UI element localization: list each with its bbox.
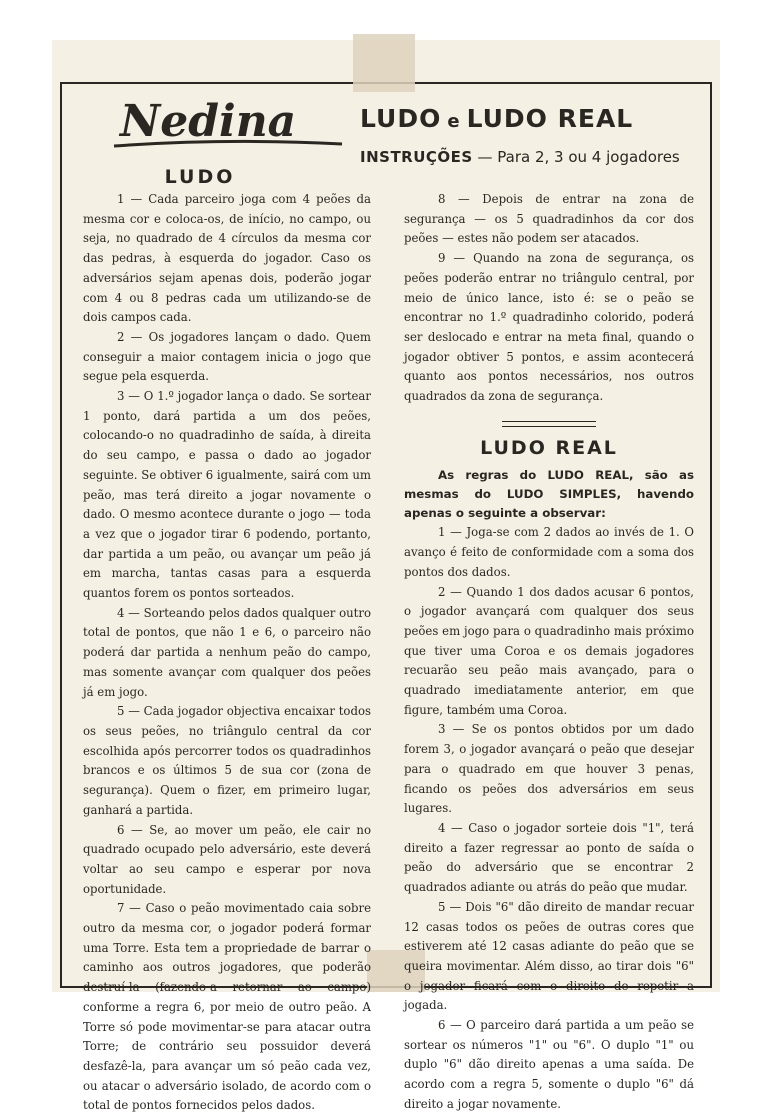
ludo-heading: LUDO <box>164 166 236 188</box>
ludo-real-rule-1: 1 — Joga-se com 2 dados ao invés de 1. O avanço é feito de conformidade com a soma dos pontos dos dados. <box>404 525 694 579</box>
ludo-real-rule-5: 5 — Dois "6" dão direito de mandar recuar 12 casas todos os peões de outras cores que estiverem até 12 casas adiante do peão que se queira movimentar. Além disso, ao tirar dois "6" o jogador ficará com o direito de repetir a jogada. <box>404 899 694 1013</box>
ludo-rule-5: 5 — Cada jogador objectiva encaixar todos os seus peões, no triângulo central da cor escolhida após percorrer todos os quadradinhos brancos e os últimos 5 de sua cor (zona de segurança). Quem o fizer, em primeiro lugar, ganhará a partida. <box>83 704 371 817</box>
svg-text:Nedina: Nedina <box>120 96 297 147</box>
left-column <box>83 166 371 1116</box>
main-title <box>360 104 706 133</box>
title-conjunction: e <box>447 111 461 132</box>
tape-strip-top <box>353 34 415 92</box>
right-column <box>404 190 694 1115</box>
title-ludo: LUDO <box>360 104 442 133</box>
subtitle-players: — Para 2, 3 ou 4 jogadores <box>477 148 680 166</box>
ludo-rule-8: 8 — Depois de entrar na zona de segurança — os 5 quadradinhos da cor dos peões — estes não podem ser atacados. <box>404 192 694 246</box>
ludo-real-rule-4: 4 — Caso o jogador sorteie dois "1", terá direito a fazer regressar ao ponto de saída o peão do adversário que se encontrar 2 quadrados adiante ou atrás do peão que mudar. <box>404 820 694 895</box>
ludo-real-rule-2: 2 — Quando 1 dos dados acusar 6 pontos, o jogador avançará com qualquer dos seus peões em jogo para o quadradinho mais próximo que tiver uma Coroa e os demais jogadores recuarão seu peão mais avançado, para o quadrado imediatamente anterior, em que figure, também uma Coroa. <box>404 584 694 717</box>
subtitle-instructions: INSTRUÇÕES <box>360 148 473 166</box>
ludo-rule-1: 1 — Cada parceiro joga com 4 peões da mesma cor e coloca-os, de início, no campo, ou seja, no quadrado de 4 círculos da mesma cor das pedras, à esquerda do jogador. Caso os adversários sejam apenas dois, poderão jogar com 4 ou 8 pedras cada um utilizando-se de dois campos cada. <box>83 192 371 325</box>
ludo-rule-3: 3 — O 1.º jogador lança o dado. Se sortear 1 ponto, dará partida a um dos peões, colocando-o no quadradinho de saída, à direita do seu campo, e passa o dado ao jogador seguinte. Se obtiver 6 igualmente, sairá com um peão, mas terá direito a jogar novamente o dado. O mesmo acontece durante o jogo — toda a vez que o jogador tirar 6 podendo, portanto, dar partida a um peão, ou avançar um peão já em marcha, tantas casas para a esquerda quantos forem os pontos sorteados. <box>83 389 371 601</box>
ludo-real-intro: As regras do LUDO REAL, são as mesmas do LUDO SIMPLES, havendo apenas o seguinte a observar: <box>404 468 694 521</box>
ludo-rule-6: 6 — Se, ao mover um peão, ele cair no quadrado ocupado pelo adversário, este deverá voltar ao seu campo e esperar por nova oportunidade. <box>83 822 371 896</box>
title-ludo-real: LUDO REAL <box>466 104 634 133</box>
ludo-real-rule-3: 3 — Se os pontos obtidos por um dado forem 3, o jogador avançará o peão que desejar para o quadrado em que houver 3 penas, ficando os peões dos adversários em seus lugares. <box>404 722 694 816</box>
ludo-rule-9: 9 — Quando na zona de segurança, os peões poderão entrar no triângulo central, por meio de único lance, isto é: se o peão se encontrar no 1.º quadradinho colorido, poderá ser deslocado e entrar na meta final, quando o jogador obtiver 5 pontos, e assim acontecerá quanto aos pontos necessários, nos outros quadrados da zona de segurança. <box>404 251 694 404</box>
nedina-logo <box>110 92 350 154</box>
ludo-real-rule-6: 6 — O parceiro dará partida a um peão se sortear os números "1" ou "6". O duplo "1" ou duplo "6" dão direito apenas a uma saída. De acordo com a regra 5, somente o duplo "6" dá direito a jogar novamente. <box>404 1018 694 1111</box>
ludo-rule-7: 7 — Caso o peão movimentado caia sobre outro da mesma cor, o jogador poderá formar uma Torre. Esta tem a propriedade de barrar o caminho aos outros jogadores, que poderão destruí-la (fazendo-a retornar ao campo) conforme a regra 6, por meio de outro peão. A Torre só pode movimentar-se para atacar outra Torre; de contrário seu possuidor deverá desfazê-la, para avançar um só peão cada vez, ou atacar o adversário isolado, de acordo com o total de pontos fornecidos pelos dados. <box>83 901 371 1113</box>
ludo-rule-4: 4 — Sorteando pelos dados qualquer outro total de pontos, que não 1 e 6, o parceiro não poderá dar partida a nenhum peão do campo, mas somente avançar com qualquer dos peões já em jogo. <box>83 605 371 699</box>
subtitle <box>360 148 706 166</box>
section-divider <box>502 421 596 427</box>
ludo-real-heading: LUDO REAL <box>480 436 618 459</box>
ludo-rule-2: 2 — Os jogadores lançam o dado. Quem conseguir a maior contagem inicia o jogo que segue pela esquerda. <box>83 329 371 384</box>
